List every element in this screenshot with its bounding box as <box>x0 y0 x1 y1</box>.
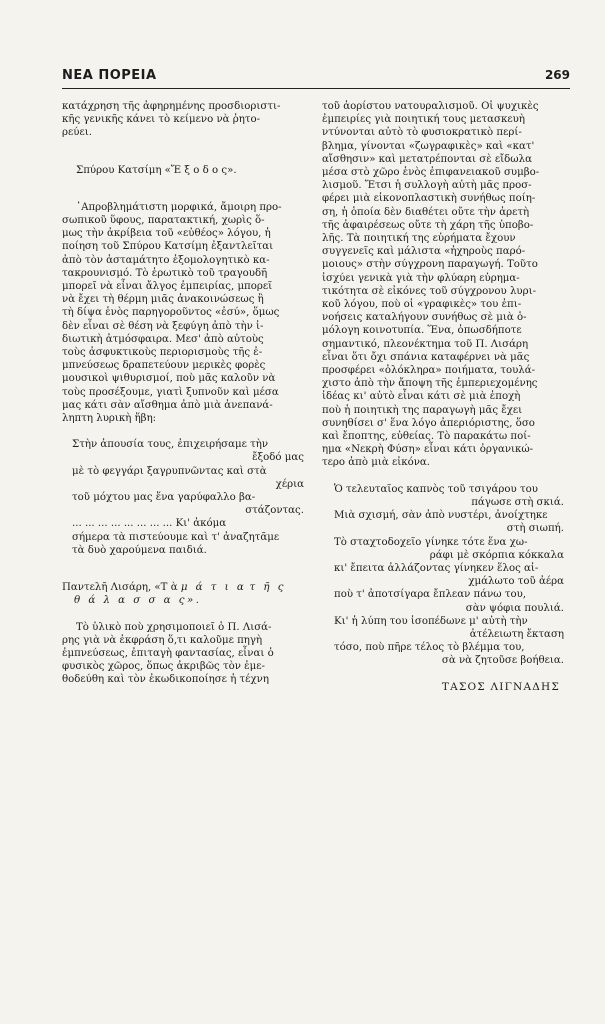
text-line: χιστο ἀπὸ τὴν ἄποψη τῆς ἐμπεριεχομένης <box>322 378 538 390</box>
verse-line: κι' ἔπειτα ἀλλάζοντας γίνηκεν ἕλος αἰ- <box>334 562 539 574</box>
text-line: ἰδέας κι' αὐτὸ εἶναι κάτι σὲ μιὰ ἐποχὴ <box>322 391 521 403</box>
text-line: φέρει μιὰ εἰκονοπλαστικὴ συνήθως ποίη- <box>322 193 536 205</box>
text-line: ποίηση τοῦ Σπύρου Κατσίμη ἐξαντλεῖται <box>62 241 274 253</box>
text-line: μοιους» στὴν σύγχρονη παραγωγή. Τοῦτο <box>322 259 538 271</box>
author-signature: ΤΑΣΟΣ ΛΙΓΝΑΔΗΣ <box>441 680 560 693</box>
left-column <box>62 100 304 687</box>
text-line: ληπτη λυρικὴ ἥβη: <box>62 413 157 425</box>
header-rule <box>62 88 570 89</box>
text-line: νοήσεις καταλήγουν συνήθως σὲ μιὰ ὁ- <box>322 312 527 324</box>
verse-line: Στὴν ἀπουσία τους, ἐπιχειρήσαμε τὴν <box>72 439 269 451</box>
verse-line: στάζοντας. <box>245 505 304 517</box>
review2-title <box>62 581 304 607</box>
text-line: τικότητα σὲ εἰκόνες τοῦ σύγχρονου λυρι- <box>322 285 537 297</box>
review2-title-part: Παντελῆ Λισάρη, «Τ ὰ <box>62 582 178 594</box>
right-column <box>322 100 564 694</box>
verse-line: Ὁ τελευταῖος καπνὸς τοῦ τσιγάρου του <box>334 483 538 495</box>
verse-line: Κι' ἡ λύπη του ἰσοπέδωνε μ' αὐτὴ τὴν <box>334 615 528 627</box>
text-line: σωπικοῦ ὕφους, παρατακτική, χωρὶς ὅ- <box>62 215 265 227</box>
review2-continuation <box>322 100 564 470</box>
verse-line: ... ... ... ... ... ... ... ... Κι' ἀκόμα <box>72 518 227 530</box>
text-line: συνηθίσει σ' ἕνα λόγο ἀπεριόριστης, ὅσο <box>322 417 535 429</box>
text-line: μέσα στὸ χῶρο ἑνὸς ἐπιφανειακοῦ συμβο- <box>322 167 540 179</box>
review2-title-part: θ ά λ α σ σ α ς». <box>74 595 202 607</box>
text-line: τερο ἀπὸ μιὰ εἰκόνα. <box>322 457 431 469</box>
text-line: Τὸ ὑλικὸ ποὺ χρησιμοποιεῖ ὁ Π. Λισά- <box>76 621 272 633</box>
review2-title-part: τ ῆ ς <box>249 582 286 594</box>
text-line: ντύνονται αὐτὸ τὸ φυσιοκρατικὸ περί- <box>322 127 522 139</box>
text-line: ρης γιὰ νὰ ἐκφράση ὅ,τι καλοῦμε πηγὴ <box>62 634 263 646</box>
text-line: μουσικοὶ ψιθυρισμοί, ποὺ μᾶς καλοῦν νὰ <box>62 373 276 385</box>
text-line: ρεύει. <box>62 127 92 139</box>
verse-line: Μιὰ σχισμή, σὰν ἀπὸ νυστέρι, ἀνοίχτηκε <box>334 510 548 522</box>
poem1 <box>62 438 304 557</box>
journal-title: ΝΕΑ ΠΟΡΕΙΑ <box>62 68 157 83</box>
text-line: ἀπὸ τὸν ἀσταμάτητο ἐξομολογητικὸ κα- <box>62 254 270 266</box>
text-line: κατάχρηση τῆς ἀφηρημένης προσδιοριστι- <box>62 101 281 112</box>
text-line: κῆς γενικῆς κάνει τὸ κείμενο νὰ ῥητο- <box>62 114 261 126</box>
text-line: καὶ ἔποπτης, εὐθείας. Τὸ παρακάτω ποί- <box>322 431 531 443</box>
text-line: λῆς. Τὰ ποιητική της εὑρήματα ἔχουν <box>322 233 516 245</box>
text-line: βλημα, γίνονται «ζωγραφικὲς» καὶ «κατ' <box>322 140 535 152</box>
verse-line: σὰ νὰ ζητοῦσε βοήθεια. <box>441 655 564 667</box>
text-line: μπνεύσεως δραπετεύουν μερικὲς φορὲς <box>62 360 266 372</box>
text-line: τακρουνισμό. Τὸ ἐρωτικὸ τοῦ τραγουδῆ <box>62 267 268 279</box>
verse-line: τοῦ μόχτου μας ἕνα γαρύφαλλο βα- <box>72 492 256 504</box>
text-line: δὲν εἶναι σὲ θέση νὰ ξεφύγη ἀπὸ τὴν ἰ- <box>62 320 264 332</box>
text-line: συγγενεῖς καὶ μάλιστα «ἠχηροὺς παρό- <box>322 246 526 258</box>
verse-line: στὴ σιωπή. <box>506 523 564 535</box>
text-line: τοῦ ἀορίστου νατουραλισμοῦ. Οἱ ψυχικὲς <box>322 101 539 112</box>
verse-line: τὰ δυὸ χαρούμενα παιδιά. <box>72 544 207 556</box>
verse-line: ράφι μὲ σκόρπια κόκκαλα <box>429 549 564 561</box>
text-line: τοὺς προσέξουμε, γιατὶ ξυπνοῦν καὶ μέσα <box>62 386 279 398</box>
text-line: ἐμπνεύσεως, ἐπιταγὴ φαντασίας, εἶναι ὁ <box>62 647 274 659</box>
text-line: ποὺ ἡ ποιητικὴ της παραγωγὴ μᾶς ἔχει <box>322 404 523 416</box>
verse-line: σὰν ψόφια πουλιά. <box>465 602 564 614</box>
verse-line: τόσο, ποὺ πῆρε τέλος τὸ βλέμμα του, <box>334 642 525 654</box>
text-line: μόλογη κοινοτυπία. Ἕνα, ὁπωσδήποτε <box>322 325 522 337</box>
review2-title-part: μ ά τ ι α <box>180 582 247 594</box>
verse-line: ἔξοδό μας <box>252 452 304 464</box>
text-line: φυσικὸς χῶρος, ὅπως ἀκριβῶς τὸν ἐμε- <box>62 661 265 673</box>
text-line: ημα «Νεκρὴ Φύση» εἶναι κάτι ὀργανικώ- <box>322 444 534 456</box>
review2-paragraph <box>62 621 304 687</box>
verse-line: ποὺ τ' ἀποτσίγαρα ἔπλεαν πάνω του, <box>334 589 527 601</box>
intro-paragraph <box>62 100 304 140</box>
text-line: τὴ δίψα ἑνὸς παρηγοροῦντος «ἐσύ», ὅμως <box>62 307 280 319</box>
text-line: τοὺς ἀσφυκτικοὺς περιορισμοὺς τῆς ἐ- <box>62 347 263 359</box>
text-line: ᾿Απροβλημάτιστη μορφικά, ἄμοιρη προ- <box>76 201 282 213</box>
text-line: σημαντικό, πλεονέκτημα τοῦ Π. Λισάρη <box>322 338 529 350</box>
text-line: μας κάτι σὰν αἴσθημα ἀπὸ μιὰ ἀνεπανά- <box>62 399 273 411</box>
review1-title: Σπύρου Κατσίμη «Ἔ ξ ο δ ο ς». <box>76 164 237 176</box>
text-line: θοδεύθη καὶ τὸν ἐκωδικοποίησε ἡ τέχνη <box>62 674 269 686</box>
verse-line: σήμερα τὰ πιστεύουμε καὶ τ' ἀναζητᾶμε <box>72 531 280 543</box>
verse-line: Τὸ σταχτοδοχεῖο γίνηκε τότε ἕνα χω- <box>334 536 528 548</box>
review1-paragraph <box>62 201 304 425</box>
text-line: ἰσχύει γενικὰ γιὰ τὴν φλύαρη εὐρημα- <box>322 272 520 284</box>
verse-line: χμάλωτο τοῦ ἀέρα <box>468 576 564 588</box>
text-line: διωτικὴ ἀτμόσφαιρα. Μεσ' ἀπὸ αὐτοὺς <box>62 333 264 345</box>
text-line: ση, ἡ ὁποία δὲν διαθέτει οὔτε τὴν ἀρετὴ <box>322 206 530 218</box>
verse-line: πάγωσε στὴ σκιά. <box>471 496 564 508</box>
text-line: τῆς ἀφαιρέσεως οὔτε τὴ χάρη τῆς ὑποβο- <box>322 219 534 231</box>
verse-line: ἀτέλειωτη ἔκταση <box>469 628 564 640</box>
text-line: αἴσθησιν» καὶ μετατρέπονται σὲ εἴδωλα <box>322 153 532 165</box>
text-line: μπορεῖ νὰ εἶναι ἄλγος ἐμπειρίας, μπορεῖ <box>62 281 273 293</box>
text-line: νὰ ἔχει τὴ θέρμη μιᾶς ἀνακοινώσεως ἢ <box>62 294 264 306</box>
page-number: 269 <box>544 68 570 82</box>
running-header <box>62 68 570 88</box>
verse-line: μὲ τὸ φεγγάρι ξαγρυπνῶντας καὶ στὰ <box>72 465 267 477</box>
poem2 <box>322 483 564 668</box>
text-line: προσφέρει «ὁλόκληρα» ποιήματα, τουλά- <box>322 365 536 377</box>
text-line: κοῦ λόγου, ποὺ οἱ «γραφικὲς» του ἐπι- <box>322 299 522 311</box>
text-line: ἐμπειρίες γιὰ ποιητική τους μετασκευὴ <box>322 114 525 126</box>
text-line: λισμοῦ. Ἔτσι ἡ συλλογὴ αὐτὴ μᾶς προσ- <box>322 180 532 192</box>
text-line: μως τὴν ἀκρίβεια τοῦ «εὐθέος» λόγου, ἡ <box>62 228 271 240</box>
text-line: εἶναι ὅτι ὄχι σπάνια καταφέρνει νὰ μᾶς <box>322 351 530 363</box>
verse-line: χέρια <box>275 478 304 490</box>
